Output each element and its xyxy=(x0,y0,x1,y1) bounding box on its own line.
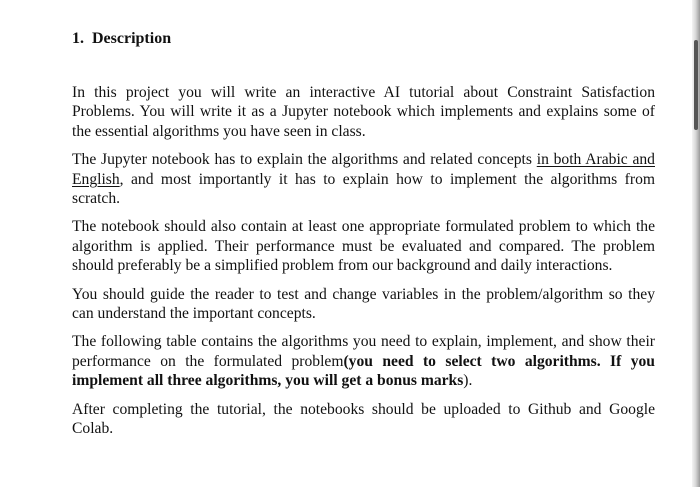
document-body xyxy=(72,28,655,448)
section-title: Description xyxy=(92,30,172,47)
paragraph-upload: After completing the tutorial, the notebooks should be uploaded to Github and Google Colab. xyxy=(72,400,655,438)
scrollbar-thumb[interactable] xyxy=(694,40,698,130)
paragraph-language-text-2: , and most importantly it has to explain how to implement the algorithms from scratch. xyxy=(72,170,655,208)
paragraph-intro: In this project you will write an interactive AI tutorial about Constraint Satisfaction Problems. You will write it as a Jupyter notebook which implements and explains some of the essential algorithms you have seen in class. xyxy=(72,84,655,140)
underlined-languages: in both Arabic and English xyxy=(72,151,655,188)
paragraph-table-intro xyxy=(72,332,655,390)
paragraph-table-end: ). xyxy=(463,372,473,390)
bold-instruction: (you need to select two algorithms. If you implement all three algorithms, you will get a bonus marks xyxy=(72,352,655,390)
paragraph-language-text-1: The Jupyter notebook has to explain the algorithms and related concepts xyxy=(72,151,537,169)
paragraph-guide: You should guide the reader to test and change variables in the problem/algorithm so they can understand the important concepts. xyxy=(72,285,655,323)
paragraph-problem: The notebook should also contain at least one appropriate formulated problem to which the algorithm is applied. Their performance must be evaluated and compared. The problem should preferably be a simplified problem from our background and daily interactions. xyxy=(72,218,655,275)
section-heading xyxy=(72,28,655,50)
paragraph-table-text: The following table contains the algorithms you need to explain, implement, and show their performance on the formulated problem xyxy=(72,333,655,370)
paragraph-language xyxy=(72,150,655,208)
section-number: 1. xyxy=(72,30,84,47)
